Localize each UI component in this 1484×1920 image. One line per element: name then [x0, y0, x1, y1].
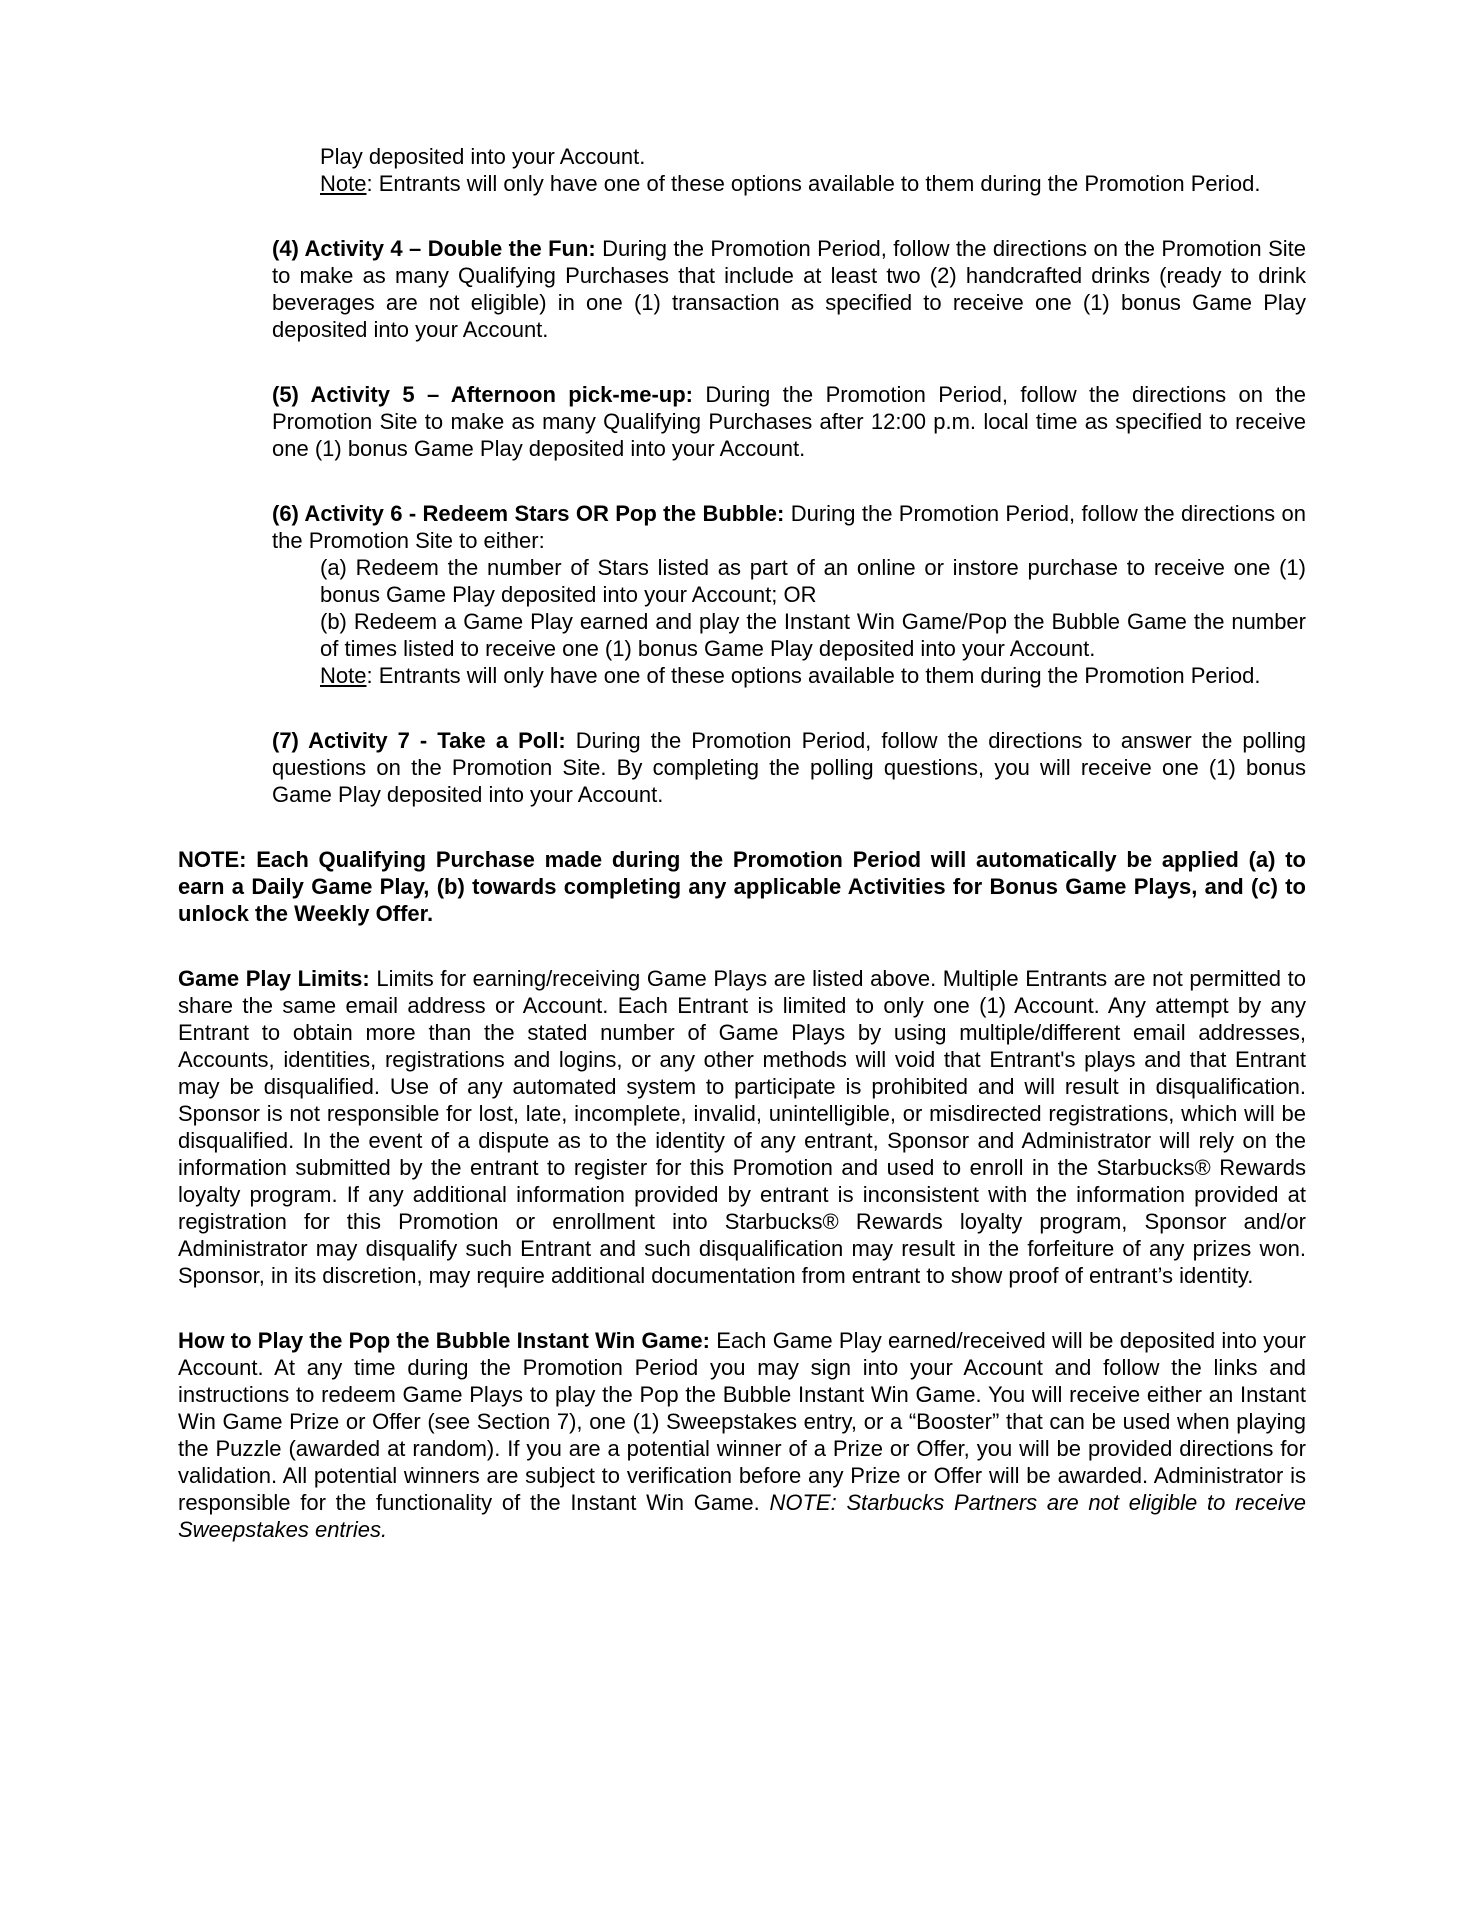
activity-4-heading: (4) Activity 4 – Double the Fun: — [272, 236, 596, 261]
qualifying-purchase-note-text: NOTE: Each Qualifying Purchase made during the Promotion Period will automatically be applied (a) to earn a Daily Game Play, (b) towards completing any applicable Activities for Bonus Game Plays, and (c) to unlock the Weekly Offer. — [178, 847, 1306, 926]
activity-7-heading: (7) Activity 7 - Take a Poll: — [272, 728, 566, 753]
how-to-play-body: Each Game Play earned/received will be deposited into your Account. At any time during the Promotion Period you may sign into your Account and follow the links and instructions to redeem Game Plays to play the Pop the Bubble Instant Win Game. You will receive either an Instant Win Game Prize or Offer (see Section 7), one (1) Sweepstakes entry, or a “Booster” that can be used when playing the Puzzle (awarded at random). If you are a potential winner of a Prize or Offer, you will be provided directions for validation. All potential winners are subject to verification before any Prize or Offer will be awarded. Administrator is responsible for the functionality of the Instant Win Game. — [178, 1328, 1306, 1515]
game-play-limits-paragraph — [178, 965, 1306, 1289]
activity-4-paragraph — [272, 235, 1306, 343]
activity-6-item-a-text: (a) Redeem the number of Stars listed as part of an online or instore purchase to receive one (1) bonus Game Play deposited into your Account; OR — [320, 555, 1306, 607]
activity-5-paragraph — [272, 381, 1306, 462]
how-to-play-italic-note: NOTE: Starbucks Partners are not eligible to receive Sweepstakes entries. — [178, 1490, 1306, 1542]
qualifying-purchase-note-paragraph — [178, 846, 1306, 927]
how-to-play-heading: How to Play the Pop the Bubble Instant Win Game: — [178, 1328, 710, 1353]
activity-5-body: During the Promotion Period, follow the directions on the Promotion Site to make as many Qualifying Purchases after 12:00 p.m. local time as specified to receive one (1) bonus Game Play deposited into your Account. — [272, 382, 1306, 461]
activity-6-body: During the Promotion Period, follow the directions on the Promotion Site to either: — [272, 501, 1306, 553]
activity-7-body: During the Promotion Period, follow the directions to answer the polling questions on the Promotion Site. By completing the polling questions, you will receive one (1) bonus Game Play deposited into your Account. — [272, 728, 1307, 807]
activity-6-note — [320, 662, 1306, 689]
activity-7-paragraph — [272, 727, 1306, 808]
activity-6-item-b — [320, 608, 1306, 662]
game-play-limits-body: Limits for earning/receiving Game Plays are listed above. Multiple Entrants are not permitted to share the same email address or Account. Each Entrant is limited to only one (1) Account. Any attempt by any Entrant to obtain more than the stated number of Game Plays by using multiple/different email addresses, Accounts, identities, registrations and logins, or any other methods will void that Entrant's plays and that Entrant may be disqualified. Use of any automated system to participate is prohibited and will result in disqualification. Sponsor is not responsible for lost, late, incomplete, invalid, unintelligible, or misdirected registrations, which will be disqualified. In the event of a dispute as to the identity of any entrant, Sponsor and Administrator will rely on the information submitted by the entrant to register for this Promotion and used to enroll in the Starbucks® Rewards loyalty program. If any additional information provided by entrant is inconsistent with the information provided at registration for this Promotion or enrollment into Starbucks® Rewards loyalty program, Sponsor and/or Administrator may disqualify such Entrant and such disqualification may result in the forfeiture of any prizes won. Sponsor, in its discretion, may require additional documentation from entrant to show proof of entrant’s identity. — [178, 966, 1306, 1288]
activity-5-heading: (5) Activity 5 – Afternoon pick-me-up: — [272, 382, 693, 407]
activity-6-paragraph — [272, 500, 1306, 554]
note-text: : Entrants will only have one of these options available to them during the Promotion Period. — [366, 663, 1261, 688]
activity-6-heading: (6) Activity 6 - Redeem Stars OR Pop the Bubble: — [272, 501, 785, 526]
paragraph-note-continuation — [320, 170, 1306, 197]
continuation-text: Play deposited into your Account. — [320, 144, 646, 169]
activity-6-item-a — [320, 554, 1306, 608]
paragraph-continuation — [320, 143, 1306, 170]
note-label: Note — [320, 171, 367, 196]
activity-6-item-b-text: (b) Redeem a Game Play earned and play the Instant Win Game/Pop the Bubble Game the number of times listed to receive one (1) bonus Game Play deposited into your Account. — [320, 609, 1306, 661]
note-text: : Entrants will only have one of these options available to them during the Promotion Period. — [366, 171, 1261, 196]
how-to-play-paragraph — [178, 1327, 1306, 1543]
game-play-limits-heading: Game Play Limits: — [178, 966, 370, 991]
note-label: Note — [320, 663, 367, 688]
activity-4-body: During the Promotion Period, follow the directions on the Promotion Site to make as many Qualifying Purchases that include at least two (2) handcrafted drinks (ready to drink beverages are not eligible) in one (1) transaction as specified to receive one (1) bonus Game Play deposited into your Account. — [272, 236, 1306, 342]
